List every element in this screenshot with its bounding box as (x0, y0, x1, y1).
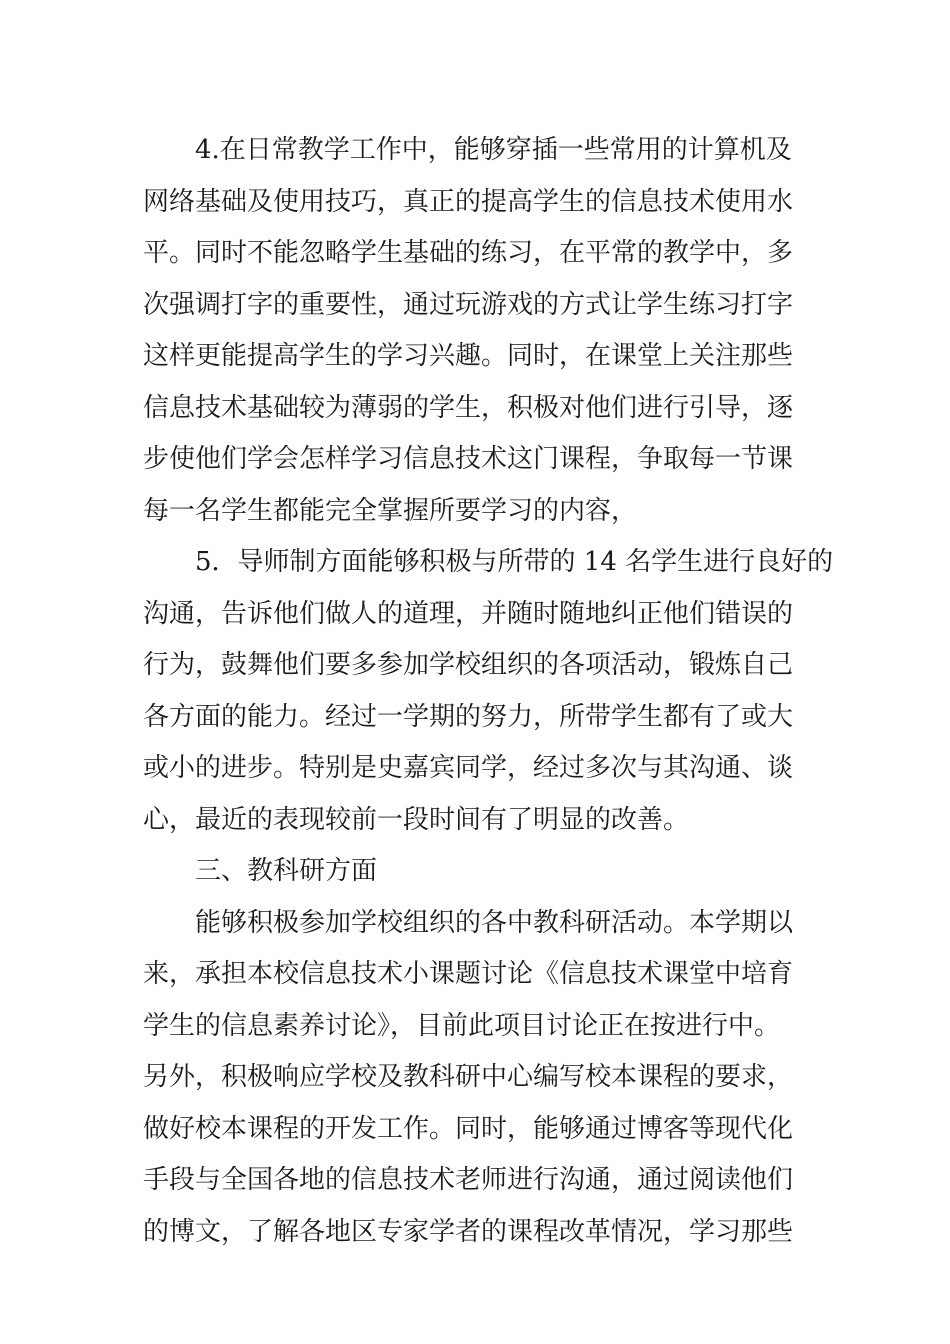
paragraph-5-line: 或小的进步。特别是史嘉宾同学，经过多次与其沟通、谈 (143, 753, 794, 783)
paragraph-research-line: 另外，积极响应学校及教科研中心编写校本课程的要求， (143, 1062, 794, 1092)
paragraph-4-line: 平。同时不能忽略学生基础的练习，在平常的教学中，多 (143, 238, 794, 268)
paragraph-research-line: 学生的信息素养讨论》，目前此项目讨论正在按进行中。 (143, 1010, 781, 1041)
paragraph-4-line: 每一名学生都能完全掌握所要学习的内容， (143, 495, 638, 526)
paragraph-5-line: 行为，鼓舞他们要多参加学校组织的各项活动，锻炼自己 (143, 650, 794, 680)
paragraph-5-line: 各方面的能力。经过一学期的努力，所带学生都有了或大 (143, 701, 794, 732)
paragraph-4-line: 网络基础及使用技巧，真正的提高学生的信息技术使用水 (143, 186, 794, 217)
paragraph-research-line: 做好校本课程的开发工作。同时，能够通过博客等现代化 (143, 1113, 794, 1144)
paragraph-5-line: 5．导师制方面能够积极与所带的 14 名学生进行良好的 (195, 547, 834, 577)
paragraph-research-line: 能够积极参加学校组织的各中教科研活动。本学期以 (195, 907, 794, 938)
paragraph-4-line: 次强调打字的重要性，通过玩游戏的方式让学生练习打字 (143, 289, 794, 320)
paragraph-4-line: 4.在日常教学工作中，能够穿插一些常用的计算机及 (195, 135, 792, 165)
paragraph-5-line: 沟通，告诉他们做人的道理，并随时随地纠正他们错误的 (143, 598, 794, 629)
paragraph-research-line: 的博文，了解各地区专家学者的课程改革情况，学习那些 (143, 1216, 794, 1247)
paragraph-4-line: 步使他们学会怎样学习信息技术这门课程，争取每一节课 (143, 444, 794, 474)
section-heading: 三、教科研方面 (195, 856, 378, 886)
paragraph-5-line: 心，最近的表现较前一段时间有了明显的改善。 (143, 804, 690, 835)
paragraph-research-line: 手段与全国各地的信息技术老师进行沟通，通过阅读他们 (143, 1165, 794, 1195)
document-body (143, 125, 834, 1258)
paragraph-research-line: 来，承担本校信息技术小课题讨论《信息技术课堂中培育 (143, 959, 794, 989)
paragraph-4-line: 信息技术基础较为薄弱的学生，积极对他们进行引导，逐 (143, 392, 794, 423)
paragraph-4-line: 这样更能提高学生的学习兴趣。同时，在课堂上关注那些 (143, 341, 794, 371)
